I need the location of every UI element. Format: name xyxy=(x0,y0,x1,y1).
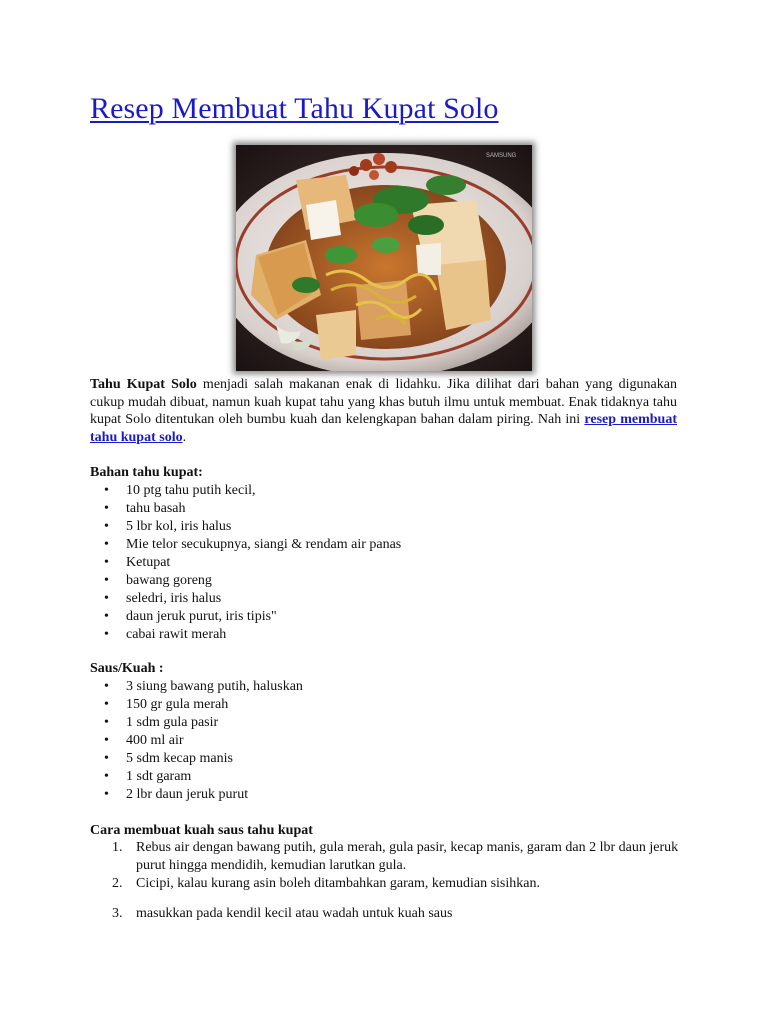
list-item: • 400 ml air xyxy=(90,732,303,750)
page-title[interactable]: Resep Membuat Tahu Kupat Solo xyxy=(90,92,499,125)
food-photo-icon xyxy=(236,145,532,371)
bahan-heading: Bahan tahu kupat: xyxy=(90,465,203,480)
step-item xyxy=(90,875,680,893)
cara-heading: Cara membuat kuah saus tahu kupat xyxy=(90,823,313,838)
intro-text: menjadi salah makanan enak di lidahku. Jika dilihat dari bahan yang digunakan cukup mudah dibuat, namun kuah kupat tahu yang khas butuh ilmu untuk membuat. Enak tidaknya tahu kupat Solo ditentukan oleh bumbu kuah dan kelengkapan bahan dalam piring. Nah ini xyxy=(90,377,677,428)
step-item xyxy=(90,839,680,875)
list-item: • 150 gr gula merah xyxy=(90,696,303,714)
list-item: • tahu basah xyxy=(90,500,401,518)
intro-end: . xyxy=(182,429,187,445)
step-number: 2. xyxy=(112,876,123,891)
food-photo xyxy=(236,145,532,371)
saus-list xyxy=(90,678,303,804)
step-text: Cicipi, kalau kurang asin boleh ditambahkan garam, kemudian sisihkan. xyxy=(136,876,540,891)
list-item: • 5 lbr kol, iris halus xyxy=(90,518,401,536)
intro-paragraph xyxy=(90,376,677,446)
step-text: Rebus air dengan bawang putih, gula merah, gula pasir, kecap manis, garam dan 2 lbr daun jeruk purut hingga mendidih, kemudian larutkan gula. xyxy=(136,840,679,873)
step-number: 3. xyxy=(112,906,123,921)
list-item: • 2 lbr daun jeruk purut xyxy=(90,786,303,804)
step-number: 1. xyxy=(112,840,123,855)
recipe-link[interactable]: resep membuat tahu kupat solo xyxy=(90,412,677,445)
photo-watermark: SAMSUNG xyxy=(486,153,517,159)
saus-heading: Saus/Kuah : xyxy=(90,661,164,676)
list-item: • 5 sdm kecap manis xyxy=(90,750,303,768)
list-item: • Mie telor secukupnya, siangi & rendam air panas xyxy=(90,536,401,554)
list-item: • seledri, iris halus xyxy=(90,590,401,608)
list-item: • 1 sdt garam xyxy=(90,768,303,786)
intro-lead: Tahu Kupat Solo xyxy=(90,377,197,392)
list-item: • bawang goreng xyxy=(90,572,401,590)
list-item: • Ketupat xyxy=(90,554,401,572)
list-item: • 3 siung bawang putih, haluskan xyxy=(90,678,303,696)
list-item: • 10 ptg tahu putih kecil, xyxy=(90,482,401,500)
list-item: • cabai rawit merah xyxy=(90,626,401,644)
step-text: masukkan pada kendil kecil atau wadah untuk kuah saus xyxy=(136,906,453,921)
bahan-list xyxy=(90,482,401,644)
list-item: • 1 sdm gula pasir xyxy=(90,714,303,732)
step-item xyxy=(90,905,680,923)
list-item: • daun jeruk purut, iris tipis" xyxy=(90,608,401,626)
